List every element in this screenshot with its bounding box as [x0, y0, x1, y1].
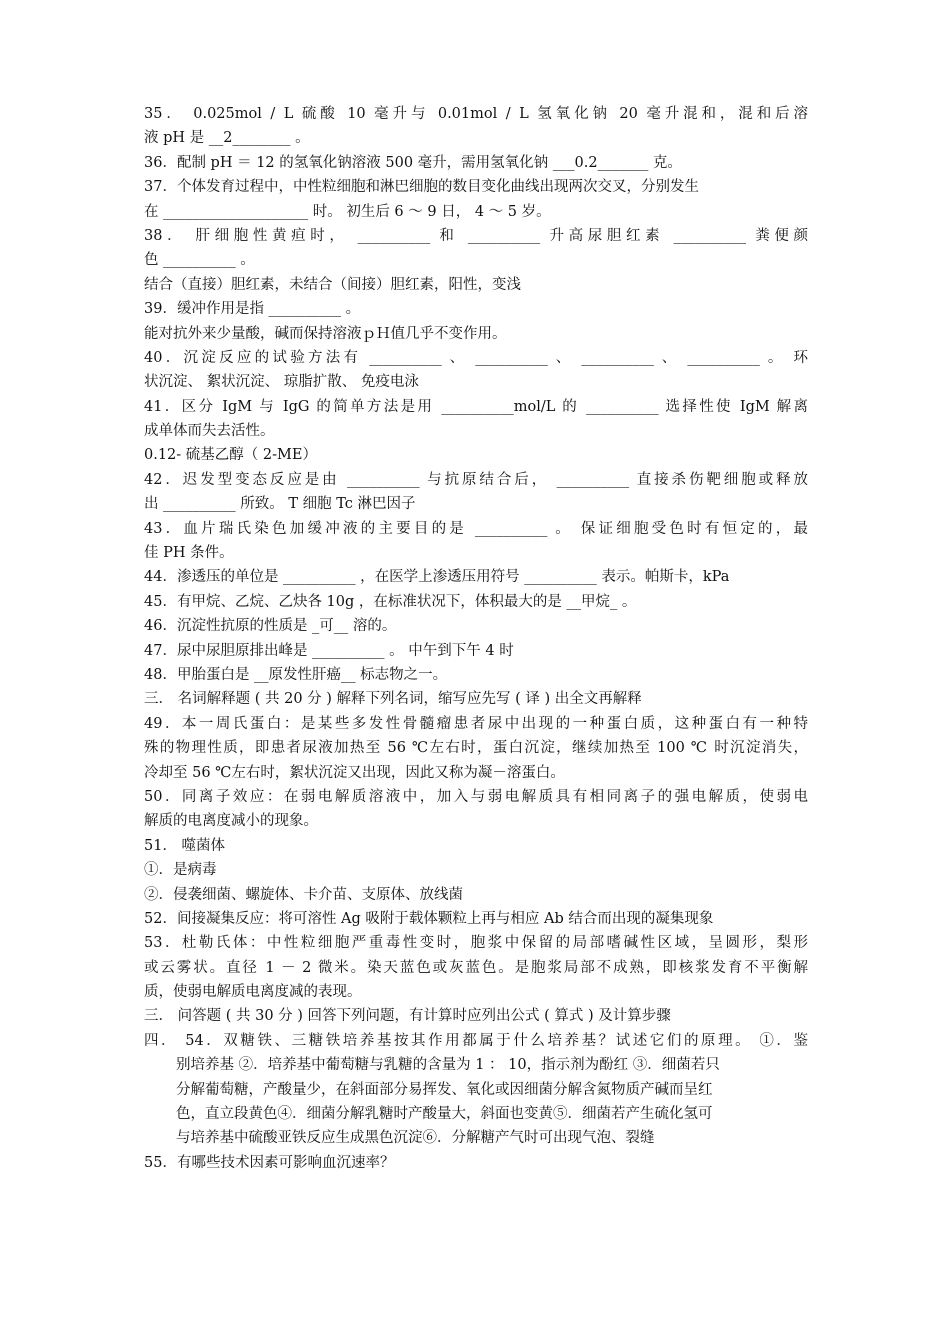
text-line: 色 __________ 。: [144, 252, 255, 269]
text-line: 三． 问答题 ( 共 30 分 ) 回答下列问题，有计算时应列出公式 ( 算式 ) 及计算步骤: [144, 1008, 671, 1025]
text-line: 状沉淀、 絮状沉淀、 琼脂扩散、 免疫电泳: [144, 374, 419, 391]
text-line: 殊的物理性质，即患者尿液加热至 56 ℃左右时，蛋白沉淀，继续加热至 100 ℃ 时沉淀消失，: [144, 740, 808, 757]
text-line: 出 __________ 所致。 T 细胞 Tc 淋巴因子: [144, 496, 416, 513]
text-line: 质，使弱电解质电离度减的表现。: [144, 984, 362, 1001]
text-line: 50．同离子效应：在弱电解质溶液中，加入与弱电解质具有相同离子的强电解质，使弱电: [144, 788, 808, 805]
text-line: 55．有哪些技术因素可影响血沉速率？: [144, 1154, 395, 1171]
text-line: 51． 噬菌体: [144, 837, 226, 854]
text-line: 38． 肝细胞性黄疸时， __________ 和 __________ 升高尿胆红素 __________ 粪便颜: [144, 227, 808, 244]
text-line: 四． 54．双糖铁、三糖铁培养基按其作用都属于什么培养基？试述它们的原理。 ①．鉴: [144, 1032, 808, 1049]
text-line: 52．间接凝集反应：将可溶性 Ag 吸附于载体颗粒上再与相应 Ab 结合而出现的凝集现象: [144, 910, 714, 927]
text-line: 三． 名词解释题 ( 共 20 分 ) 解释下列名词，缩写应先写 ( 译 ) 出全文再解释: [144, 691, 642, 708]
text-line: ②．侵袭细菌、螺旋体、卡介苗、支原体、放线菌: [144, 886, 463, 903]
text-line: 53．杜勒氏体：中性粒细胞严重毒性变时，胞浆中保留的局部嗜碱性区域，呈圆形，梨形: [144, 935, 808, 952]
text-line: 46．沉淀性抗原的性质是 _可__ 溶的。: [144, 618, 397, 635]
text-line: 能对抗外来少量酸，碱而保持溶液ｐＨ值几乎不变作用。: [144, 325, 507, 342]
text-line: 39．缓冲作用是指 __________ 。: [144, 301, 361, 318]
text-line: 或云雾状。直径 1 － 2 微米。染天蓝色或灰蓝色。是胞浆局部不成熟，即核浆发育不平衡解: [144, 959, 808, 976]
text-line: 42．迟发型变态反应是由 __________ 与抗原结合后， __________ 直接杀伤靶细胞或释放: [144, 471, 808, 488]
text-line: 48．甲胎蛋白是 __原发性肝癌__ 标志物之一。: [144, 666, 448, 683]
text-line: 在 ____________________ 时。 初生后 6 ～ 9 日， 4 ～ 5 岁。: [144, 203, 551, 220]
text-line: 结合（直接）胆红素，未结合（间接）胆红素，阳性，变浅: [144, 276, 521, 293]
text-line: 液 pH 是 __2________ 。: [144, 130, 310, 147]
text-line: 成单体而失去活性。: [144, 423, 275, 440]
text-line: 47．尿中尿胆原排出峰是 __________ 。 中午到下午 4 时: [144, 642, 514, 659]
text-line: 41．区分 IgM 与 IgG 的简单方法是用 __________mol/L 的 __________ 选择性使 IgM 解离: [144, 398, 808, 415]
text-line: 35． 0.025mol / L 硫酸 10 毫升与 0.01mol / L 氢氧化钠 20 毫升混和，混和后溶: [144, 106, 808, 122]
text-line: 0.12- 硫基乙醇（ 2-ME）: [144, 447, 317, 464]
text-line: 冷却至 56 ℃左右时，絮状沉淀又出现，因此又称为凝－溶蛋白。: [144, 764, 565, 781]
text-line: 40．沉淀反应的试验方法有 __________ 、 __________ 、 __________ 、 __________ 。 环: [144, 349, 808, 366]
text-line: 37．个体发育过程中，中性粒细胞和淋巴细胞的数目变化曲线出现两次交叉，分别发生: [144, 179, 699, 196]
document-body: [144, 102, 808, 1175]
text-line: 佳 PH 条件。: [144, 545, 234, 562]
text-line: 49．本一周氏蛋白：是某些多发性骨髓瘤患者尿中出现的一种蛋白质，这种蛋白有一种特: [144, 715, 808, 732]
text-line: 44．渗透压的单位是 __________ ，在医学上渗透压用符号 __________ 表示。帕斯卡，kPa: [144, 569, 730, 586]
text-line: 与培养基中硫酸亚铁反应生成黑色沉淀⑥．分解糖产气时可出现气泡、裂缝: [176, 1130, 655, 1147]
text-line: 解质的电离度减小的现象。: [144, 813, 318, 830]
text-line: 分解葡萄糖，产酸量少，在斜面部分易挥发、氧化或因细菌分解含氮物质产碱而呈红: [176, 1081, 713, 1098]
text-line: 45．有甲烷、乙烷、乙炔各 10g ，在标准状况下，体积最大的是 __甲烷_ 。: [144, 593, 637, 610]
text-line: 43．血片瑞氏染色加缓冲液的主要目的是 __________ 。 保证细胞受色时有恒定的，最: [144, 520, 808, 537]
text-line: 36．配制 pH ＝ 12 的氢氧化钠溶液 500 毫升，需用氢氧化钠 ___0.2_______ 克。: [144, 154, 682, 171]
text-line: 色，直立段黄色④．细菌分解乳糖时产酸量大，斜面也变黄⑤．细菌若产生硫化氢可: [176, 1106, 713, 1123]
text-line: 别培养基 ②．培养基中葡萄糖与乳糖的含量为 1 ： 10，指示剂为酚红 ③．细菌若只: [176, 1057, 720, 1074]
text-line: ①．是病毒: [144, 862, 217, 879]
